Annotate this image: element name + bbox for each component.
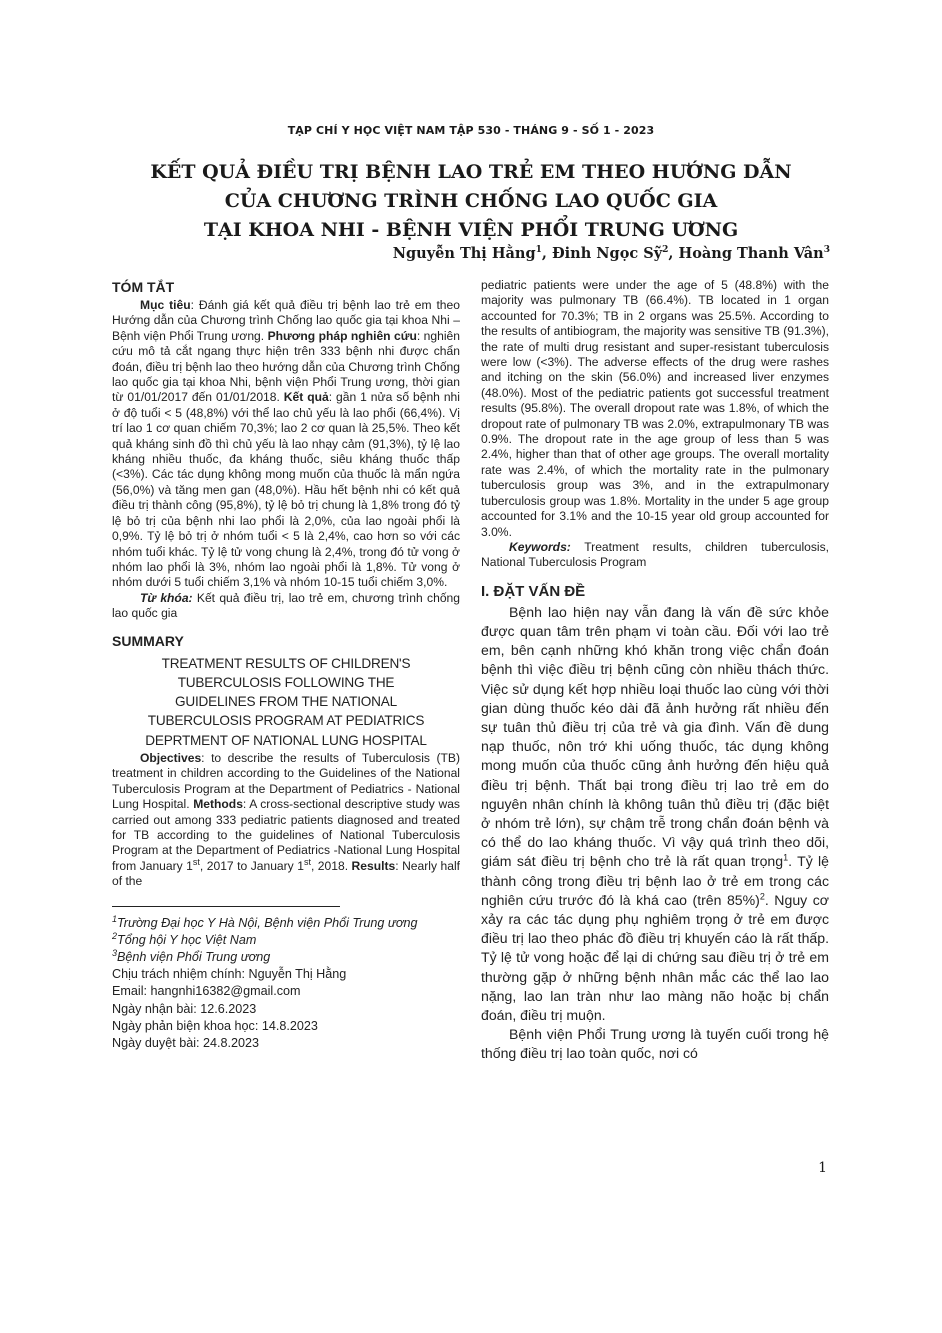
objective-label: Mục tiêu <box>140 298 191 312</box>
affiliation-text: Bệnh viện Phổi Trung ương <box>117 950 271 965</box>
affiliation-footnote <box>112 932 460 949</box>
author-name: Đinh Ngọc Sỹ <box>551 245 663 262</box>
methods-text: : nghiên cứu mô tả cắt ngang thực hiện trên 333 bệnh nhi được chẩn đoán, điều trị bệnh lao theo hướng dẫn của Chương trình Chống lao quốc gia tại khoa Nhi, bệnh viện Phổi Trung ương, thời gian từ 01/01/2017 đến 01/01/2018. <box>112 328 460 405</box>
summary-title-line: TREATMENT RESULTS OF CHILDREN'S <box>161 655 411 671</box>
results-text: : gần 1 nửa số bệnh nhi ở độ tuổi < 5 (48,8%) với thể lao chủ yếu là lao phổi (66,4%). Vị trí lao 1 cơ quan chiếm 70,3%; lao 2 cơ quan là 25,5%. Theo kết quả kháng sinh đồ thì chủ yếu là lao nhạy cảm (91,3%), tỷ lệ lao kháng nhiều thuốc, đa kháng thuốc, siêu kháng thuốc thấp (<3%). Các tác dụng không mong muốn của thuốc là mẩn ngứa (56,0%) và tăng men gan (48,0%). Hầu hết bệnh nhi có kết quả điều trị thành công (95,8%), tỷ lệ bỏ trị chung là 1,8% trong đó tỷ lệ bỏ trị của bệnh nhi lao phổi là 2,0%, của lao ngoài phổi là 0,9%. Tỷ lệ bỏ trị ở nhóm tuổi < 5 là 2,4%, cao hơn so với các nhóm tuổi khác. Tỷ lệ tử vong chung là 2,4%, trong đó tử vong ở nhóm lao phổi là 3%, nhóm lao ngoài phổi là 1,8%. Tử vong ở nhóm dưới 5 tuổi chiếm 3,1% và nhóm 10-15 tuổi chiếm 3,0%. <box>112 390 460 590</box>
accepted-date: Ngày duyệt bài: 24.8.2023 <box>112 1036 260 1051</box>
tom-tat-keywords <box>112 591 460 622</box>
article-title <box>90 158 852 245</box>
intro-text: Bệnh lao hiện nay vẫn đang là vấn đề sức khỏe được quan tâm trên phạm vi toàn cầu. Đối với lao trẻ em, bên cạnh những khó khăn trong việc chẩn đoán bệnh thì việc điều trị bệnh cũng còn nhiều thách thức. Việc sử dụng kết hợp nhiều loại thuốc lao cùng với thời gian dùng thuốc kéo dài đã ảnh hưởng rất nhiều đến sự tuân thủ điều trị của trẻ và gia đình. Vấn đề dung nạp thuốc, nôn trớ khi uống thuốc, tác dụng không mong muốn của thuốc cũng ảnh hưởng đến hiệu quả điều trị bệnh. Thất bại trong điều trị lao trẻ em do nguyên nhân chính là không tuân thủ điều trị (đặc biệt ở nhóm trẻ lớn), sự chậm trễ trong chẩn đoán bệnh và có thể do lao kháng thuốc. Vì vậy quá trình theo dõi, giám sát điều trị bệnh cho trẻ là rất quan trọng <box>481 603 829 870</box>
summary-methods-text: , 2018. <box>310 858 349 873</box>
keywords-text: Kết quả điều trị, lao trẻ em, chương trình chống lao quốc gia <box>112 590 460 621</box>
review-date: Ngày phản biện khoa học: 14.8.2023 <box>112 1018 318 1033</box>
intro-text: . Nguy cơ xảy ra các tác dụng phụ nghiêm trọng ở trẻ em được điều trị lao theo phác đồ điều trị khuyến cáo là rất thấp. Tỷ lệ tử vong hoặc để lại di chứng sau điều trị ở trẻ em thường gặp ở những bệnh nhân mắc các thể lao lao nặng, lao lan tràn như lao màng não hoặc bị chẩn đoán, điều trị muộn. <box>481 891 829 1023</box>
author-name: Hoàng Thanh Vân <box>678 245 824 262</box>
summary-results-label: Results <box>351 858 396 873</box>
author-separator: , <box>541 245 552 262</box>
author-affiliation-mark: 1 <box>535 245 542 256</box>
summary-keywords <box>481 540 829 571</box>
summary-title <box>112 654 460 750</box>
summary-methods-label: Methods <box>193 797 243 812</box>
summary-keywords-text: Treatment results, children tuberculosis, National Tuberculosis Program <box>481 539 829 570</box>
affiliation-text: Tổng hội Y học Việt Nam <box>117 932 257 947</box>
author-list <box>393 245 830 262</box>
affiliation-footnote <box>112 915 460 932</box>
footnotes <box>112 915 460 1053</box>
page-number: 1 <box>818 1160 827 1176</box>
author-affiliation-mark: 3 <box>823 245 830 256</box>
summary-title-line: TUBERCULOSIS PROGRAM AT PEDIATRICS <box>147 713 425 729</box>
title-line: CỦA CHƯƠNG TRÌNH CHỐNG LAO QUỐC GIA <box>224 190 718 212</box>
summary-methods-text: : A cross-sectional descriptive study was carried out among 333 pediatric patients diagnosed and treated for TB according to the guidelines of National Tuberculosis Program at the Department of Pediatrics -National Lung Hospital from January 1 <box>112 797 460 873</box>
summary-body-left <box>112 751 460 890</box>
email-line: Email: hangnhi16382@gmail.com <box>112 984 301 999</box>
received-date: Ngày nhận bài: 12.6.2023 <box>112 1001 257 1016</box>
summary-title-line: DEPRTMENT OF NATIONAL LUNG HOSPITAL <box>145 732 427 748</box>
ordinal-suffix: st <box>192 856 200 867</box>
summary-body-right: pediatric patients were under the age of 5 (48.8%) with the majority was pulmonary TB (66.4%). TB located in 1 organ accounted for 70.3%; TB in 2 organs was 25.5%. According to the results of antibiogram, the majority was sensitive TB (91.3%), the rate of multi drug resistant and super-resistant tuberculosis were low (<3%). The adverse effects of the drug were rashes and itching on the skin (56.0%) and increased liver enzymes (48.0%). Most of the pediatric patients got successful treatment results (95.8%). The overall dropout rate was 1.8%, of which the dropout rate of pulmonary TB was 2.0%, extrapulmonary TB was 0.9%. The dropout rate in the age group of less than 5 was 2.4%, higher than that of other age groups. The overall mortality rate was 2.4%, of which the mortality rate in the pulmonary tuberculosis group was 3%, and in the extrapulmonary tuberculosis group was 1.8%. Mortality in the under 5 age group accounted for 3.1% and the 10-15 year old group accounted for 3.0%. <box>481 278 829 539</box>
tom-tat-body <box>112 298 460 591</box>
methods-label: Phương pháp nghiên cứu <box>267 328 417 343</box>
affiliation-mark: 3 <box>112 947 118 958</box>
ordinal-suffix: st <box>303 856 311 867</box>
affiliation-text: Trường Đại học Y Hà Nội, Bệnh viện Phổi Trung ương <box>117 915 418 930</box>
results-label: Kết quả <box>283 390 329 405</box>
title-line: TẠI KHOA NHI - BỆNH VIỆN PHỔI TRUNG ƯƠNG <box>203 219 739 241</box>
summary-results-text: : Nearly half of the <box>112 858 460 889</box>
keywords-label: Từ khóa: <box>140 590 193 605</box>
author-name: Nguyễn Thị Hằng <box>392 245 536 262</box>
objective-text: : Đánh giá kết quả điều trị bệnh lao trẻ em theo Hướng dẫn của Chương trình Chống lao quốc gia tại khoa Nhi – Bệnh viện Phổi Trung ương. <box>112 298 460 343</box>
summary-heading: SUMMARY <box>112 632 184 649</box>
summary-keywords-label: Keywords: <box>509 539 571 554</box>
citation-mark: 2 <box>759 891 765 902</box>
affiliation-mark: 2 <box>112 930 118 941</box>
left-column <box>112 278 460 1052</box>
corresponding-author: Chịu trách nhiệm chính: Nguyễn Thị Hằng <box>112 967 347 982</box>
affiliation-mark: 1 <box>112 913 118 924</box>
title-line: KẾT QUẢ ĐIỀU TRỊ BỆNH LAO TRẺ EM THEO HƯỚNG DẪN <box>150 161 792 183</box>
footnote-divider <box>112 906 340 907</box>
intro-heading: I. ĐẶT VẤN ĐỀ <box>481 582 586 600</box>
citation-mark: 1 <box>783 852 789 863</box>
author-affiliation-mark: 2 <box>662 245 669 256</box>
affiliation-footnote <box>112 949 460 966</box>
objectives-label: Objectives <box>140 751 202 766</box>
intro-text: . Tỷ lệ thành công trong điều trị bệnh lao ở trẻ em trong các nghiên cứu trước đó là khá cao (trên 85%) <box>481 853 830 908</box>
intro-paragraph <box>481 603 829 1025</box>
objectives-text: : to describe the results of Tuberculosis (TB) treatment in children according to the Guidelines of the National Tuberculosis Program at the Department of Pediatrics - National Lung Hospital. <box>112 751 460 812</box>
summary-methods-text: , 2017 to January 1 <box>199 858 304 873</box>
intro-paragraph: Bệnh viện Phổi Trung ương là tuyến cuối trong hệ thống điều trị lao toàn quốc, nơi có <box>481 1026 829 1062</box>
tom-tat-heading: TÓM TẮT <box>112 279 175 295</box>
summary-title-line: TUBERCULOSIS FOLLOWING THE <box>177 674 395 690</box>
right-column <box>481 278 829 1064</box>
journal-header: TẠP CHÍ Y HỌC VIỆT NAM TẬP 530 - THÁNG 9 - SỐ 1 - 2023 <box>287 124 655 137</box>
summary-title-line: GUIDELINES FROM THE NATIONAL <box>174 694 397 710</box>
author-separator: , <box>668 245 679 262</box>
